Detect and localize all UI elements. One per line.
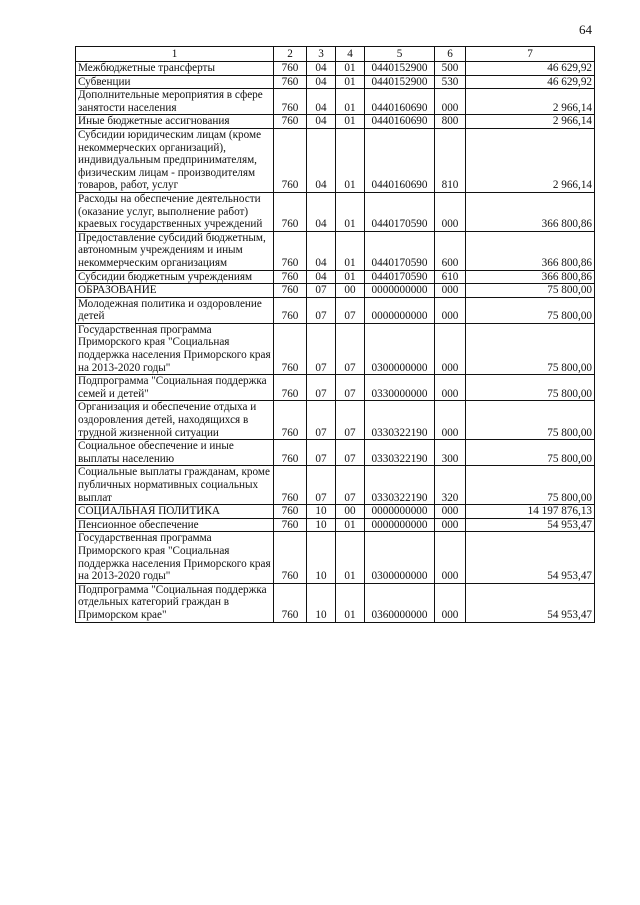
subsection-code-cell: 01 [336, 62, 365, 76]
row-name-cell: Иные бюджетные ассигнования [76, 115, 274, 129]
row-name-cell: Государственная программа Приморского края "Социальная поддержка населения Приморского края на 2013-2020 годы" [76, 532, 274, 583]
amount-cell: 2 966,14 [466, 128, 595, 192]
table-row [76, 89, 595, 115]
amount-cell: 2 966,14 [466, 89, 595, 115]
expense-type-code-cell: 000 [435, 89, 466, 115]
admin-code-cell: 760 [274, 270, 307, 284]
expense-type-code-cell: 000 [435, 518, 466, 532]
expense-type-code-cell: 000 [435, 284, 466, 298]
target-article-code-cell: 0330322190 [365, 401, 435, 440]
admin-code-cell: 760 [274, 323, 307, 374]
admin-code-cell: 760 [274, 89, 307, 115]
expense-type-code-cell: 530 [435, 75, 466, 89]
page-number: 64 [579, 22, 592, 37]
table-row [76, 62, 595, 76]
header-row [76, 47, 595, 62]
amount-cell: 75 800,00 [466, 284, 595, 298]
admin-code-cell: 760 [274, 231, 307, 270]
admin-code-cell: 760 [274, 375, 307, 401]
amount-cell: 75 800,00 [466, 401, 595, 440]
target-article-code-cell: 0300000000 [365, 323, 435, 374]
expense-type-code-cell: 000 [435, 505, 466, 519]
subsection-code-cell: 00 [336, 505, 365, 519]
target-article-code-cell: 0440152900 [365, 62, 435, 76]
expense-type-code-cell: 800 [435, 115, 466, 129]
table-row [76, 231, 595, 270]
target-article-code-cell: 0440160690 [365, 115, 435, 129]
row-name-cell: Дополнительные мероприятия в сфере занятости населения [76, 89, 274, 115]
expense-type-code-cell: 000 [435, 583, 466, 622]
table-row [76, 270, 595, 284]
table-row [76, 323, 595, 374]
table-row [76, 401, 595, 440]
subsection-code-cell: 07 [336, 401, 365, 440]
column-header: 6 [435, 47, 466, 62]
expense-type-code-cell: 000 [435, 401, 466, 440]
amount-cell: 14 197 876,13 [466, 505, 595, 519]
expense-type-code-cell: 810 [435, 128, 466, 192]
expense-type-code-cell: 000 [435, 192, 466, 231]
row-name-cell: Молодежная политика и оздоровление детей [76, 297, 274, 323]
column-header: 5 [365, 47, 435, 62]
subsection-code-cell: 01 [336, 89, 365, 115]
table-body [76, 62, 595, 623]
target-article-code-cell: 0000000000 [365, 518, 435, 532]
expense-type-code-cell: 000 [435, 297, 466, 323]
table-row [76, 192, 595, 231]
section-code-cell: 04 [307, 231, 336, 270]
row-name-cell: Подпрограмма "Социальная поддержка отдельных категорий граждан в Приморском крае" [76, 583, 274, 622]
amount-cell: 75 800,00 [466, 466, 595, 505]
row-name-cell: СОЦИАЛЬНАЯ ПОЛИТИКА [76, 505, 274, 519]
subsection-code-cell: 01 [336, 115, 365, 129]
admin-code-cell: 760 [274, 466, 307, 505]
subsection-code-cell: 01 [336, 128, 365, 192]
section-code-cell: 07 [307, 401, 336, 440]
target-article-code-cell: 0440170590 [365, 270, 435, 284]
admin-code-cell: 760 [274, 583, 307, 622]
subsection-code-cell: 07 [336, 440, 365, 466]
section-code-cell: 07 [307, 284, 336, 298]
amount-cell: 366 800,86 [466, 192, 595, 231]
target-article-code-cell: 0440160690 [365, 89, 435, 115]
section-code-cell: 04 [307, 270, 336, 284]
subsection-code-cell: 07 [336, 297, 365, 323]
admin-code-cell: 760 [274, 401, 307, 440]
table-row [76, 284, 595, 298]
row-name-cell: Субсидии бюджетным учреждениям [76, 270, 274, 284]
expense-type-code-cell: 000 [435, 323, 466, 374]
amount-cell: 54 953,47 [466, 518, 595, 532]
subsection-code-cell: 01 [336, 75, 365, 89]
expense-type-code-cell: 610 [435, 270, 466, 284]
table-row [76, 518, 595, 532]
table-row [76, 75, 595, 89]
row-name-cell: Пенсионное обеспечение [76, 518, 274, 532]
admin-code-cell: 760 [274, 192, 307, 231]
row-name-cell: Социальное обеспечение и иные выплаты населению [76, 440, 274, 466]
section-code-cell: 10 [307, 505, 336, 519]
section-code-cell: 07 [307, 323, 336, 374]
table-row [76, 583, 595, 622]
column-header: 2 [274, 47, 307, 62]
amount-cell: 2 966,14 [466, 115, 595, 129]
section-code-cell: 04 [307, 89, 336, 115]
table-row [76, 440, 595, 466]
section-code-cell: 07 [307, 375, 336, 401]
row-name-cell: Расходы на обеспечение деятельности (оказание услуг, выполнение работ) краевых государственных учреждений [76, 192, 274, 231]
row-name-cell: Предоставление субсидий бюджетным, автономным учреждениям и иным некоммерческим организациям [76, 231, 274, 270]
target-article-code-cell: 0300000000 [365, 532, 435, 583]
target-article-code-cell: 0440170590 [365, 192, 435, 231]
row-name-cell: Социальные выплаты гражданам, кроме публичных нормативных социальных выплат [76, 466, 274, 505]
subsection-code-cell: 01 [336, 583, 365, 622]
expense-type-code-cell: 300 [435, 440, 466, 466]
table-row [76, 375, 595, 401]
section-code-cell: 10 [307, 583, 336, 622]
expense-type-code-cell: 600 [435, 231, 466, 270]
target-article-code-cell: 0000000000 [365, 505, 435, 519]
subsection-code-cell: 01 [336, 192, 365, 231]
column-header: 7 [466, 47, 595, 62]
section-code-cell: 04 [307, 128, 336, 192]
expense-type-code-cell: 320 [435, 466, 466, 505]
admin-code-cell: 760 [274, 284, 307, 298]
section-code-cell: 04 [307, 192, 336, 231]
subsection-code-cell: 01 [336, 231, 365, 270]
row-name-cell: Государственная программа Приморского края "Социальная поддержка населения Приморского края на 2013-2020 годы" [76, 323, 274, 374]
amount-cell: 75 800,00 [466, 440, 595, 466]
admin-code-cell: 760 [274, 62, 307, 76]
target-article-code-cell: 0440170590 [365, 231, 435, 270]
amount-cell: 54 953,47 [466, 532, 595, 583]
section-code-cell: 10 [307, 532, 336, 583]
amount-cell: 75 800,00 [466, 323, 595, 374]
table-row [76, 128, 595, 192]
target-article-code-cell: 0330000000 [365, 375, 435, 401]
subsection-code-cell: 07 [336, 466, 365, 505]
target-article-code-cell: 0360000000 [365, 583, 435, 622]
expense-type-code-cell: 000 [435, 532, 466, 583]
admin-code-cell: 760 [274, 505, 307, 519]
column-header: 3 [307, 47, 336, 62]
row-name-cell: Субсидии юридическим лицам (кроме некоммерческих организаций), индивидуальным предпринимателям, физическим лицам - производителям товаров, работ, услуг [76, 128, 274, 192]
amount-cell: 46 629,92 [466, 62, 595, 76]
expense-type-code-cell: 000 [435, 375, 466, 401]
amount-cell: 75 800,00 [466, 297, 595, 323]
admin-code-cell: 760 [274, 518, 307, 532]
section-code-cell: 07 [307, 440, 336, 466]
table-row [76, 532, 595, 583]
row-name-cell: ОБРАЗОВАНИЕ [76, 284, 274, 298]
column-header: 4 [336, 47, 365, 62]
row-name-cell: Подпрограмма "Социальная поддержка семей и детей" [76, 375, 274, 401]
amount-cell: 75 800,00 [466, 375, 595, 401]
target-article-code-cell: 0330322190 [365, 440, 435, 466]
subsection-code-cell: 07 [336, 375, 365, 401]
section-code-cell: 04 [307, 75, 336, 89]
amount-cell: 366 800,86 [466, 270, 595, 284]
admin-code-cell: 760 [274, 75, 307, 89]
table-row [76, 505, 595, 519]
subsection-code-cell: 01 [336, 532, 365, 583]
target-article-code-cell: 0330322190 [365, 466, 435, 505]
admin-code-cell: 760 [274, 128, 307, 192]
table-row [76, 466, 595, 505]
section-code-cell: 04 [307, 115, 336, 129]
table-row [76, 115, 595, 129]
target-article-code-cell: 0440152900 [365, 75, 435, 89]
target-article-code-cell: 0440160690 [365, 128, 435, 192]
amount-cell: 46 629,92 [466, 75, 595, 89]
table-row [76, 297, 595, 323]
subsection-code-cell: 00 [336, 284, 365, 298]
section-code-cell: 04 [307, 62, 336, 76]
admin-code-cell: 760 [274, 115, 307, 129]
admin-code-cell: 760 [274, 440, 307, 466]
subsection-code-cell: 07 [336, 323, 365, 374]
admin-code-cell: 760 [274, 297, 307, 323]
section-code-cell: 10 [307, 518, 336, 532]
column-header: 1 [76, 47, 274, 62]
row-name-cell: Организация и обеспечение отдыха и оздоровления детей, находящихся в трудной жизненной ситуации [76, 401, 274, 440]
subsection-code-cell: 01 [336, 270, 365, 284]
subsection-code-cell: 01 [336, 518, 365, 532]
section-code-cell: 07 [307, 466, 336, 505]
section-code-cell: 07 [307, 297, 336, 323]
expense-type-code-cell: 500 [435, 62, 466, 76]
row-name-cell: Межбюджетные трансферты [76, 62, 274, 76]
amount-cell: 366 800,86 [466, 231, 595, 270]
budget-table [75, 46, 595, 623]
row-name-cell: Субвенции [76, 75, 274, 89]
admin-code-cell: 760 [274, 532, 307, 583]
amount-cell: 54 953,47 [466, 583, 595, 622]
target-article-code-cell: 0000000000 [365, 297, 435, 323]
target-article-code-cell: 0000000000 [365, 284, 435, 298]
